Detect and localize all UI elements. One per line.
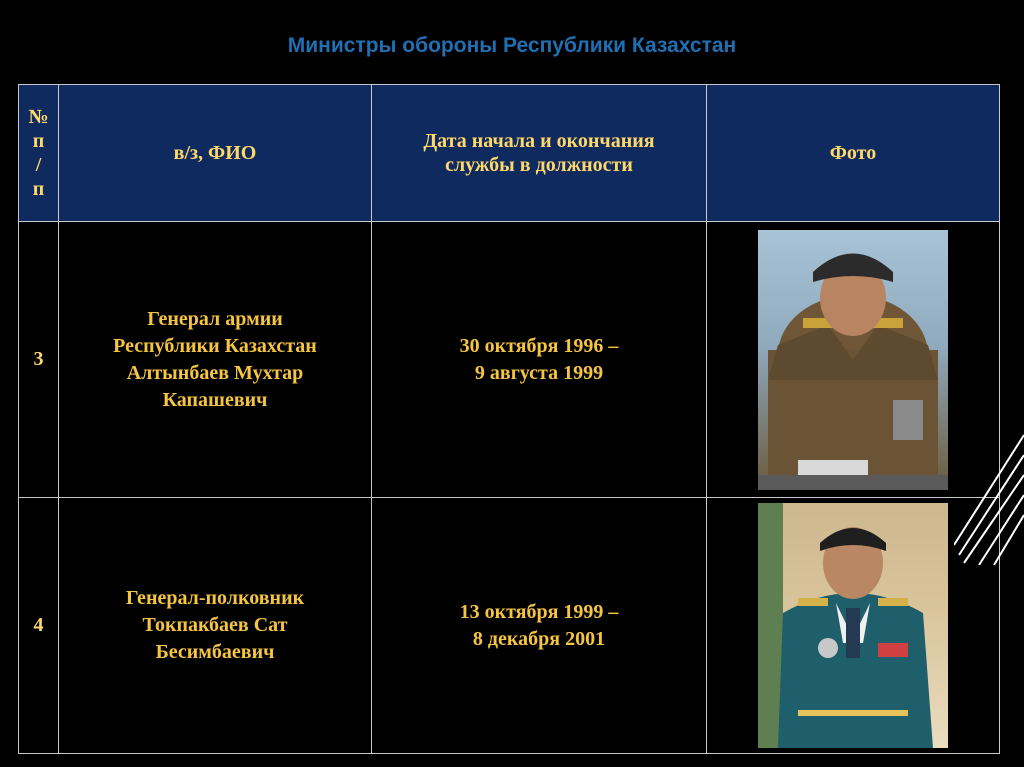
date-line: 9 августа 1999 [474,361,604,384]
name-line: Республики Казахстан [113,334,317,357]
header-row [19,85,1000,222]
name-line: Генерал армии [147,307,283,330]
name-line: Токпакбаев Сат [142,614,288,636]
header-number [19,85,59,222]
header-number-line: п [32,178,45,200]
header-number-line: п [32,130,45,152]
date-line: 30 октября 1996 – [459,334,619,357]
table-row [19,498,1000,754]
row-dates [372,498,707,754]
name-line: Алтынбаев Мухтар [126,361,304,384]
date-line: 8 декабря 2001 [472,627,606,650]
header-photo: Фото [707,85,1000,222]
header-number-line: № [28,106,49,128]
row-name [59,222,372,498]
row-name [59,498,372,754]
date-line: 13 октября 1999 – [459,600,619,623]
header-name: в/з, ФИО [59,85,372,222]
row-dates [372,222,707,498]
header-dates [372,85,707,222]
row-number: 3 [19,222,59,498]
header-number-line: / [35,154,42,176]
table-row [19,222,1000,498]
portrait-photo [758,503,948,748]
row-number: 4 [19,498,59,754]
name-line: Генерал-полковник [125,587,305,609]
ministers-table [18,84,1000,754]
name-line: Бесимбаевич [155,641,275,663]
header-dates-line: службы в должности [445,154,633,176]
portrait-photo [758,230,948,490]
slide-title: Министры обороны Республики Казахстан [287,34,737,57]
name-line: Капашевич [162,388,268,411]
decorative-lines [954,415,1024,565]
header-dates-line: Дата начала и окончания [423,130,655,152]
